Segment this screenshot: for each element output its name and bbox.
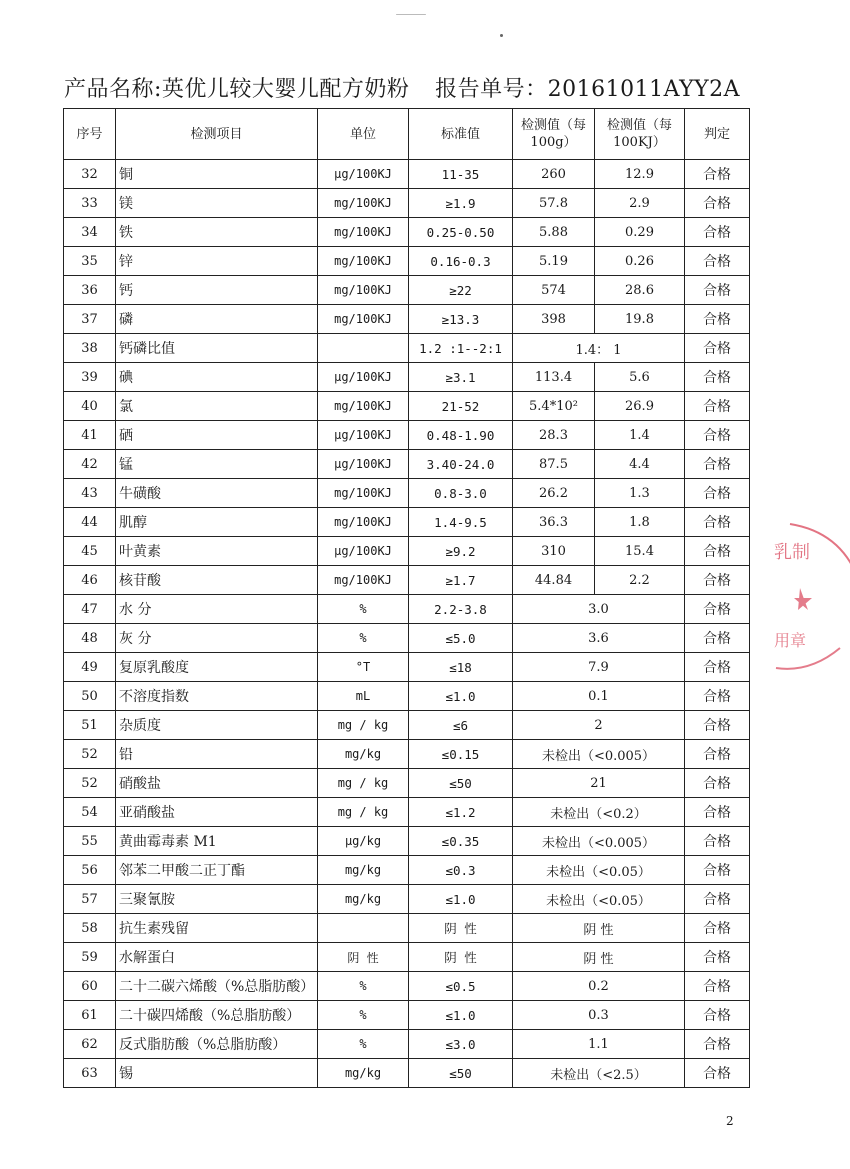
standard-value: 阴 性 [409,943,513,972]
value-per-100kj: 28.6 [595,276,685,305]
test-item: 亚硝酸盐 [116,798,318,827]
table-row [64,943,750,972]
measured-value: 阴 性 [513,914,685,943]
measured-value: 7.9 [513,653,685,682]
test-item: 肌醇 [116,508,318,537]
test-item: 氯 [116,392,318,421]
standard-value: 0.8-3.0 [409,479,513,508]
standard-value: ≥9.2 [409,537,513,566]
unit: mg/100KJ [318,189,409,218]
judgement: 合格 [685,1001,750,1030]
standard-value: ≤1.2 [409,798,513,827]
row-number: 41 [64,421,116,450]
standard-value: ≤0.15 [409,740,513,769]
standard-value: ≤50 [409,1059,513,1088]
judgement: 合格 [685,218,750,247]
standard-value: 2.2-3.8 [409,595,513,624]
unit: mg/kg [318,740,409,769]
measured-value: 未检出（<0.05） [513,885,685,914]
measured-value: 3.0 [513,595,685,624]
test-item: 硝酸盐 [116,769,318,798]
row-number: 34 [64,218,116,247]
unit: % [318,1030,409,1059]
row-number: 60 [64,972,116,1001]
value-per-100kj: 12.9 [595,160,685,189]
measured-value: 2 [513,711,685,740]
svg-text:乳制: 乳制 [774,542,810,563]
value-per-100kj: 19.8 [595,305,685,334]
unit: mg/100KJ [318,566,409,595]
test-item: 镁 [116,189,318,218]
value-per-100kj: 1.3 [595,479,685,508]
test-item: 叶黄素 [116,537,318,566]
value-per-100kj: 26.9 [595,392,685,421]
row-number: 44 [64,508,116,537]
standard-value: 21-52 [409,392,513,421]
row-number: 55 [64,827,116,856]
table-row [64,653,750,682]
unit: 阴 性 [318,943,409,972]
unit: μg/100KJ [318,537,409,566]
row-number: 54 [64,798,116,827]
unit: μg/100KJ [318,450,409,479]
test-item: 黄曲霉毒素 M1 [116,827,318,856]
value-per-100g: 398 [513,305,595,334]
unit: mg/100KJ [318,392,409,421]
test-item: 磷 [116,305,318,334]
value-per-100g: 260 [513,160,595,189]
table-row [64,334,750,363]
judgement: 合格 [685,943,750,972]
judgement: 合格 [685,392,750,421]
judgement: 合格 [685,421,750,450]
header-value-per-100kj: 检测值（每100KJ） [595,109,685,160]
test-item: 二十二碳六烯酸（%总脂肪酸） [116,972,318,1001]
unit [318,334,409,363]
standard-value: 阴 性 [409,914,513,943]
test-item: 邻苯二甲酸二正丁酯 [116,856,318,885]
row-number: 43 [64,479,116,508]
unit: % [318,624,409,653]
measured-value: 1.1 [513,1030,685,1059]
standard-value: 0.25-0.50 [409,218,513,247]
row-number: 57 [64,885,116,914]
standard-value: ≤0.5 [409,972,513,1001]
judgement: 合格 [685,856,750,885]
row-number: 52 [64,769,116,798]
test-item: 锡 [116,1059,318,1088]
header-value-per-100g: 检测值（每100g） [513,109,595,160]
row-number: 45 [64,537,116,566]
table-row [64,276,750,305]
table-row [64,247,750,276]
value-per-100g: 44.84 [513,566,595,595]
test-item: 钙 [116,276,318,305]
row-number: 47 [64,595,116,624]
standard-value: ≤3.0 [409,1030,513,1059]
value-per-100kj: 1.4 [595,421,685,450]
standard-value: ≥1.7 [409,566,513,595]
standard-value: ≥1.9 [409,189,513,218]
table-row [64,508,750,537]
row-number: 56 [64,856,116,885]
unit: μg/100KJ [318,160,409,189]
row-number: 49 [64,653,116,682]
table-row [64,682,750,711]
row-number: 48 [64,624,116,653]
judgement: 合格 [685,305,750,334]
judgement: 合格 [685,189,750,218]
value-per-100kj: 1.8 [595,508,685,537]
unit: μg/100KJ [318,421,409,450]
judgement: 合格 [685,914,750,943]
judgement: 合格 [685,160,750,189]
unit: % [318,972,409,1001]
row-number: 40 [64,392,116,421]
table-row [64,566,750,595]
test-item: 水解蛋白 [116,943,318,972]
row-number: 33 [64,189,116,218]
test-item: 锰 [116,450,318,479]
unit: °T [318,653,409,682]
value-per-100kj: 0.26 [595,247,685,276]
table-row [64,740,750,769]
table-row [64,624,750,653]
row-number: 37 [64,305,116,334]
judgement: 合格 [685,624,750,653]
table-header-row [64,109,750,160]
judgement: 合格 [685,566,750,595]
unit: μg/kg [318,827,409,856]
test-item: 水 分 [116,595,318,624]
unit: mg/kg [318,856,409,885]
table-body [64,160,750,1088]
test-item: 铜 [116,160,318,189]
unit: mg/100KJ [318,508,409,537]
unit: mg/100KJ [318,305,409,334]
unit: mL [318,682,409,711]
document-header [64,72,740,104]
unit: % [318,595,409,624]
table-row [64,711,750,740]
table-row [64,392,750,421]
value-per-100kj: 0.29 [595,218,685,247]
table-row [64,856,750,885]
scan-speck [396,14,426,15]
value-per-100g: 5.4*10² [513,392,595,421]
measured-value: 1.4： 1 [513,334,685,363]
judgement: 合格 [685,740,750,769]
header-unit: 单位 [318,109,409,160]
red-seal-stamp [770,518,850,678]
standard-value: ≥13.3 [409,305,513,334]
unit: mg/kg [318,885,409,914]
table-row [64,972,750,1001]
judgement: 合格 [685,334,750,363]
unit: mg / kg [318,798,409,827]
unit: mg/100KJ [318,276,409,305]
test-results-table [63,108,750,1088]
table-row [64,450,750,479]
standard-value: ≤18 [409,653,513,682]
measured-value: 未检出（<0.05） [513,856,685,885]
row-number: 38 [64,334,116,363]
value-per-100g: 5.88 [513,218,595,247]
measured-value: 21 [513,769,685,798]
header-item: 检测项目 [116,109,318,160]
report-number: 报告单号：20161011AYY2A [435,77,740,102]
test-item: 复原乳酸度 [116,653,318,682]
unit: mg / kg [318,769,409,798]
judgement: 合格 [685,653,750,682]
judgement: 合格 [685,798,750,827]
table-row [64,1030,750,1059]
svg-text:用章: 用章 [774,631,807,650]
measured-value: 0.1 [513,682,685,711]
table-row [64,218,750,247]
test-item: 二十碳四烯酸（%总脂肪酸） [116,1001,318,1030]
standard-value: 1.4-9.5 [409,508,513,537]
table-row [64,537,750,566]
measured-value: 阴 性 [513,943,685,972]
judgement: 合格 [685,363,750,392]
standard-value: ≥22 [409,276,513,305]
test-item: 碘 [116,363,318,392]
judgement: 合格 [685,595,750,624]
table-row [64,160,750,189]
header-standard: 标准值 [409,109,513,160]
standard-value: 0.16-0.3 [409,247,513,276]
judgement: 合格 [685,827,750,856]
value-per-100g: 5.19 [513,247,595,276]
value-per-100g: 28.3 [513,421,595,450]
value-per-100g: 310 [513,537,595,566]
measured-value: 未检出（<0.005） [513,740,685,769]
test-item: 抗生素残留 [116,914,318,943]
table-row [64,1059,750,1088]
measured-value: 未检出（<2.5） [513,1059,685,1088]
judgement: 合格 [685,276,750,305]
row-number: 51 [64,711,116,740]
standard-value: 3.40-24.0 [409,450,513,479]
test-item: 反式脂肪酸（%总脂肪酸） [116,1030,318,1059]
table-row [64,363,750,392]
table-row [64,189,750,218]
product-name: 产品名称:英优儿较大婴儿配方奶粉 [64,77,410,102]
test-item: 核苷酸 [116,566,318,595]
test-item: 杂质度 [116,711,318,740]
test-item: 牛磺酸 [116,479,318,508]
standard-value: 0.48-1.90 [409,421,513,450]
table-row [64,827,750,856]
row-number: 39 [64,363,116,392]
judgement: 合格 [685,508,750,537]
value-per-100g: 26.2 [513,479,595,508]
standard-value: 1.2 :1--2:1 [409,334,513,363]
table-row [64,421,750,450]
value-per-100kj: 5.6 [595,363,685,392]
standard-value: 11-35 [409,160,513,189]
row-number: 62 [64,1030,116,1059]
standard-value: ≤5.0 [409,624,513,653]
measured-value: 0.3 [513,1001,685,1030]
standard-value: ≤1.0 [409,885,513,914]
page-number: 2 [726,1114,734,1128]
row-number: 58 [64,914,116,943]
table-row [64,798,750,827]
unit: mg/kg [318,1059,409,1088]
row-number: 61 [64,1001,116,1030]
row-number: 50 [64,682,116,711]
row-number: 42 [64,450,116,479]
value-per-100kj: 2.2 [595,566,685,595]
standard-value: ≤0.35 [409,827,513,856]
test-item: 灰 分 [116,624,318,653]
judgement: 合格 [685,1030,750,1059]
unit: % [318,1001,409,1030]
unit: μg/100KJ [318,363,409,392]
judgement: 合格 [685,450,750,479]
value-per-100g: 57.8 [513,189,595,218]
standard-value: ≤0.3 [409,856,513,885]
value-per-100g: 87.5 [513,450,595,479]
judgement: 合格 [685,885,750,914]
row-number: 63 [64,1059,116,1088]
unit: mg/100KJ [318,247,409,276]
table-row [64,305,750,334]
measured-value: 未检出（<0.2） [513,798,685,827]
standard-value: ≤1.0 [409,682,513,711]
unit [318,914,409,943]
judgement: 合格 [685,972,750,1001]
row-number: 46 [64,566,116,595]
value-per-100g: 36.3 [513,508,595,537]
standard-value: ≤1.0 [409,1001,513,1030]
table-row [64,595,750,624]
scan-speck [500,34,503,37]
judgement: 合格 [685,711,750,740]
measured-value: 0.2 [513,972,685,1001]
judgement: 合格 [685,247,750,276]
value-per-100kj: 4.4 [595,450,685,479]
unit: mg / kg [318,711,409,740]
row-number: 35 [64,247,116,276]
judgement: 合格 [685,1059,750,1088]
measured-value: 未检出（<0.005） [513,827,685,856]
table-row [64,769,750,798]
test-item: 铅 [116,740,318,769]
test-item: 锌 [116,247,318,276]
value-per-100g: 574 [513,276,595,305]
judgement: 合格 [685,769,750,798]
judgement: 合格 [685,537,750,566]
row-number: 32 [64,160,116,189]
judgement: 合格 [685,682,750,711]
table-row [64,914,750,943]
row-number: 36 [64,276,116,305]
measured-value: 3.6 [513,624,685,653]
value-per-100kj: 15.4 [595,537,685,566]
test-item: 钙磷比值 [116,334,318,363]
unit: mg/100KJ [318,218,409,247]
judgement: 合格 [685,479,750,508]
standard-value: ≤50 [409,769,513,798]
test-item: 不溶度指数 [116,682,318,711]
test-item: 三聚氰胺 [116,885,318,914]
table-row [64,1001,750,1030]
table-row [64,885,750,914]
row-number: 59 [64,943,116,972]
test-item: 硒 [116,421,318,450]
value-per-100g: 113.4 [513,363,595,392]
unit: mg/100KJ [318,479,409,508]
value-per-100kj: 2.9 [595,189,685,218]
standard-value: ≤6 [409,711,513,740]
test-item: 铁 [116,218,318,247]
standard-value: ≥3.1 [409,363,513,392]
table-row [64,479,750,508]
header-no: 序号 [64,109,116,160]
header-judgement: 判定 [685,109,750,160]
row-number: 52 [64,740,116,769]
